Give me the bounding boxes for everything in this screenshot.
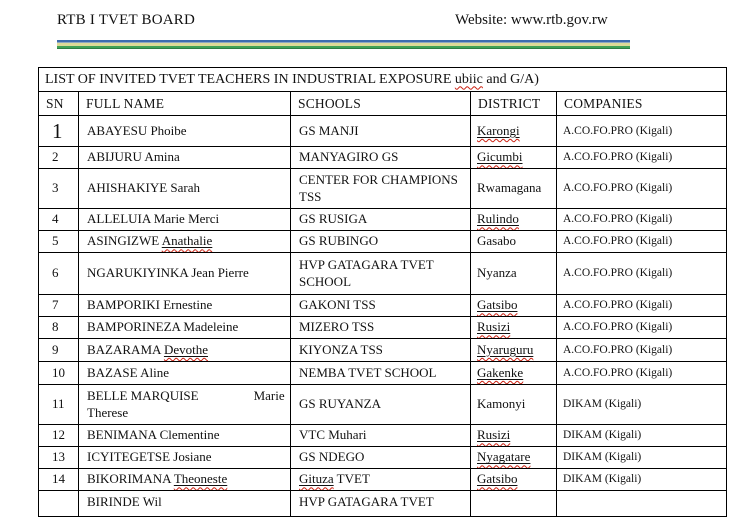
row-school: [291, 169, 471, 209]
text-segment: ABAYESU Phoibe: [87, 122, 187, 138]
row-school: [291, 491, 471, 517]
text-segment: BIRINDE Wil: [87, 494, 162, 509]
row-full-name: [79, 385, 291, 425]
row-school: [291, 339, 471, 362]
text-segment: NEMBA TVET SCHOOL: [299, 364, 437, 380]
row-district: [471, 469, 557, 491]
row-sn: 4: [39, 209, 79, 231]
row-school: [291, 116, 471, 147]
misspelled-word: Karongi: [477, 122, 520, 138]
text-segment: AHISHAKIYE Sarah: [87, 180, 201, 196]
misspelled-word: Gatsibo: [477, 471, 518, 487]
row-district: [471, 295, 557, 317]
text-segment: Gasabo: [477, 233, 516, 249]
table-header-row: [39, 92, 727, 116]
misspelled-word: Gakenke: [477, 364, 524, 380]
column-header-companies: COMPANIES: [557, 92, 727, 116]
row-district: [471, 169, 557, 209]
row-school: [291, 147, 471, 169]
row-school: [291, 295, 471, 317]
row-district: [471, 147, 557, 169]
row-sn: 3: [39, 169, 79, 209]
table-row: [39, 491, 727, 517]
row-school: [291, 385, 471, 425]
text-segment: HVP GATAGARA TVET SCHOOL: [299, 257, 434, 289]
text-segment: VTC Muhari: [299, 427, 367, 443]
row-district: [471, 317, 557, 339]
misspelled-word: Nyagatare: [477, 449, 531, 465]
text-segment: GS RUBINGO: [299, 233, 379, 249]
row-district: [471, 385, 557, 425]
row-school: [291, 362, 471, 385]
table-title: [39, 68, 727, 92]
misspelled-word: Anathalie: [161, 233, 213, 249]
teachers-table: [38, 67, 727, 517]
underlined-misspelled-word: [477, 342, 533, 357]
row-full-name: [79, 362, 291, 385]
text-segment: KIYONZA TSS: [299, 341, 383, 357]
row-district: [471, 253, 557, 295]
row-full-name: [79, 231, 291, 253]
row-sn: 10: [39, 362, 79, 385]
row-school: [291, 231, 471, 253]
misspelled-word: Nyaruguru: [477, 341, 534, 357]
row-sn: 11: [39, 385, 79, 425]
row-sn: 14: [39, 469, 79, 491]
title-text-end: and G/A): [482, 71, 539, 87]
table-row: [39, 231, 727, 253]
text-segment: GS RUSIGA: [299, 211, 368, 227]
misspelled-word: Theoneste: [173, 471, 228, 487]
table-row: [39, 469, 727, 491]
underlined-misspelled-word: [477, 319, 510, 334]
row-sn: 8: [39, 317, 79, 339]
misspelled-word: Rusizi: [477, 427, 511, 443]
underlined-misspelled-word: [477, 471, 517, 486]
underlined-misspelled-word: [477, 427, 510, 442]
underlined-misspelled-word: [477, 211, 519, 226]
table-row: [39, 253, 727, 295]
underlined-misspelled-word: [299, 471, 334, 486]
row-sn: 13: [39, 447, 79, 469]
row-school: [291, 425, 471, 447]
text-segment: BAZASE Aline: [87, 364, 169, 380]
underlined-misspelled-word: [174, 471, 227, 486]
row-full-name: [79, 116, 291, 147]
table-row: [39, 317, 727, 339]
text-segment: Rwamagana: [477, 180, 542, 196]
row-sn: 7: [39, 295, 79, 317]
row-full-name: [79, 169, 291, 209]
text-segment: GAKONI TSS: [299, 297, 376, 313]
table-row: [39, 425, 727, 447]
table-row: [39, 116, 727, 147]
row-full-name: [79, 425, 291, 447]
text-segment: NGARUKIYINKA Jean Pierre: [87, 265, 249, 281]
row-sn: [39, 491, 79, 517]
row-full-name: [79, 209, 291, 231]
text-segment: BAZARAMA: [87, 341, 164, 357]
row-full-name: [79, 339, 291, 362]
text-segment: Nyanza: [477, 265, 517, 281]
table-row: [39, 447, 727, 469]
text-segment: ABIJURU Amina: [87, 149, 180, 165]
row-school: [291, 447, 471, 469]
teachers-table-wrapper: [38, 67, 726, 517]
misspelled-word: Gicumbi: [477, 149, 523, 165]
row-full-name: [79, 491, 291, 517]
text-segment: BENIMANA Clementine: [87, 427, 220, 443]
underlined-misspelled-word: [477, 297, 517, 312]
text-segment: TVET: [333, 471, 370, 487]
row-company: DIKAM (Kigali): [557, 447, 727, 469]
row-full-name: [79, 253, 291, 295]
text-segment: ICYITEGETSE Josiane: [87, 449, 212, 465]
misspelled-word: Devothe: [163, 341, 208, 357]
row-sn: 12: [39, 425, 79, 447]
table-row: [39, 385, 727, 425]
table-row: [39, 209, 727, 231]
flag-color-band: [57, 40, 630, 49]
underlined-misspelled-word: [162, 233, 213, 248]
row-school: [291, 209, 471, 231]
row-district: [471, 491, 557, 517]
text-segment: GS RUYANZA: [299, 396, 381, 412]
text-segment: ALLELUIA Marie Merci: [87, 211, 220, 227]
row-sn: 9: [39, 339, 79, 362]
row-full-name: [79, 447, 291, 469]
row-company: A.CO.FO.PRO (Kigali): [557, 295, 727, 317]
title-misspelled-word: ubiic: [454, 71, 483, 87]
text-segment: CENTER FOR CHAMPIONS TSS: [299, 172, 458, 204]
text-segment: GS NDEGO: [299, 449, 365, 465]
row-district: [471, 447, 557, 469]
column-header-district: DISTRICT: [471, 92, 557, 116]
teacher-rows: [39, 116, 727, 517]
row-company: DIKAM (Kigali): [557, 425, 727, 447]
row-district: [471, 362, 557, 385]
text-segment: ASINGIZWE: [87, 233, 162, 249]
row-company: A.CO.FO.PRO (Kigali): [557, 209, 727, 231]
text-segment: Kamonyi: [477, 396, 526, 412]
table-row: [39, 295, 727, 317]
row-full-name: [79, 147, 291, 169]
row-company: A.CO.FO.PRO (Kigali): [557, 362, 727, 385]
text-segment: Therese: [87, 404, 129, 420]
misspelled-word: Gituza: [299, 471, 334, 487]
row-school: [291, 317, 471, 339]
table-row: [39, 169, 727, 209]
text-segment: Marie: [253, 388, 285, 404]
row-sn: 2: [39, 147, 79, 169]
table-row: [39, 147, 727, 169]
row-district: [471, 425, 557, 447]
column-header-full-name: FULL NAME: [79, 92, 291, 116]
row-full-name: [79, 295, 291, 317]
text-segment: MANYAGIRO GS: [299, 149, 399, 165]
table-title-row: [39, 68, 727, 92]
text-segment: GS MANJI: [299, 122, 359, 138]
row-company: A.CO.FO.PRO (Kigali): [557, 317, 727, 339]
row-district: [471, 209, 557, 231]
underlined-misspelled-word: [477, 365, 523, 380]
row-company: A.CO.FO.PRO (Kigali): [557, 169, 727, 209]
underlined-misspelled-word: [477, 123, 520, 138]
row-district: [471, 116, 557, 147]
row-company: DIKAM (Kigali): [557, 469, 727, 491]
underlined-misspelled-word: [164, 342, 208, 357]
row-full-name: [79, 317, 291, 339]
text-segment: HVP GATAGARA TVET: [299, 494, 434, 509]
table-row: [39, 339, 727, 362]
row-sn: 6: [39, 253, 79, 295]
underlined-misspelled-word: [477, 149, 523, 164]
row-company: A.CO.FO.PRO (Kigali): [557, 253, 727, 295]
text-segment: BIKORIMANA: [87, 471, 174, 487]
organization-name: RTB I TVET BOARD: [57, 12, 196, 28]
row-district: [471, 339, 557, 362]
text-segment: BAMPORINEZA Madeleine: [87, 319, 239, 335]
text-segment: BELLE MARQUISE: [87, 388, 199, 404]
row-company: [557, 491, 727, 517]
row-full-name: [79, 469, 291, 491]
row-company: A.CO.FO.PRO (Kigali): [557, 339, 727, 362]
row-sn: 5: [39, 231, 79, 253]
misspelled-word: Rulindo: [477, 211, 519, 227]
table-row: [39, 362, 727, 385]
row-school: [291, 253, 471, 295]
row-company: A.CO.FO.PRO (Kigali): [557, 147, 727, 169]
row-school: [291, 469, 471, 491]
row-company: DIKAM (Kigali): [557, 385, 727, 425]
website-label: Website: www.rtb.gov.rw: [455, 12, 608, 28]
row-district: [471, 231, 557, 253]
row-sn: 1: [39, 116, 79, 147]
misspelled-word: Rusizi: [477, 319, 511, 335]
row-company: A.CO.FO.PRO (Kigali): [557, 116, 727, 147]
title-text: LIST OF INVITED TVET TEACHERS IN INDUSTRIAL EXPOSURE: [45, 71, 455, 87]
column-header-schools: SCHOOLS: [291, 92, 471, 116]
text-segment: MIZERO TSS: [299, 319, 375, 335]
misspelled-word: Gatsibo: [477, 297, 518, 313]
underlined-misspelled-word: [477, 449, 530, 464]
text-segment: BAMPORIKI Ernestine: [87, 297, 213, 313]
column-header-sn: SN: [39, 92, 79, 116]
row-company: A.CO.FO.PRO (Kigali): [557, 231, 727, 253]
